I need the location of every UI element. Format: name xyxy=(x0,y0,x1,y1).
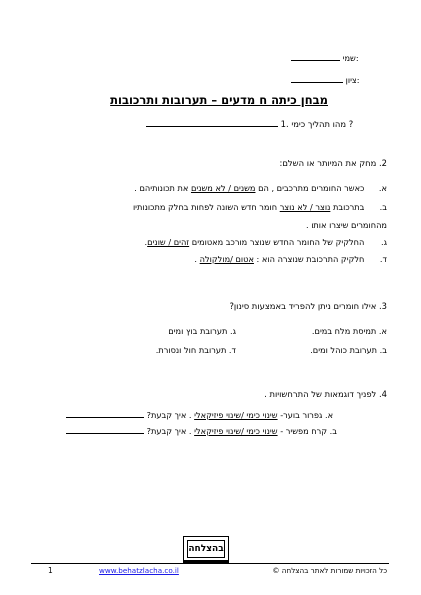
question-2-text: 2. מחק את המיותר או השלם: xyxy=(279,158,387,168)
footer-page-number: 1 xyxy=(48,566,53,575)
question-2-item-a: א. כאשר החומרים מתרכבים , הם משנים / לא משנים את תכונותיהם . xyxy=(134,183,387,193)
grade-field-line[interactable] xyxy=(291,74,343,83)
item-letter: ג. xyxy=(381,237,387,247)
choice-options[interactable]: נוצר / לא נוצר xyxy=(279,202,331,212)
grade-label: ציון: xyxy=(345,75,360,85)
name-label: שמי: xyxy=(342,53,359,63)
choice-options[interactable]: אטום /מולקולה xyxy=(199,254,254,264)
question-2-item-b-continued: מהחומרים שיצרו אותו . xyxy=(305,220,387,230)
question-2-item-b: ב. בתרכובת נוצר / לא נוצר חומר חדש השונה לפחות בחלק מתכונותיו xyxy=(132,202,387,212)
question-4-b-answer-line[interactable] xyxy=(66,425,144,434)
footer-copyright: כל הזכויות שמורות לאתר בהצלחה © xyxy=(272,566,387,575)
question-3-option-c: ג. תערובת בוץ ומים xyxy=(168,326,236,336)
question-4-a-answer-line[interactable] xyxy=(66,409,144,418)
footer-divider xyxy=(31,563,389,564)
choice-options[interactable]: שינוי כימי /שינוי פיזיקאלי xyxy=(194,426,278,436)
question-3-option-a: א. תמיסת מלח במים. xyxy=(311,326,387,336)
question-4-text: 4. לפניך דוגמאות של התרחשויות . xyxy=(264,389,387,399)
logo-text: בהצלחה xyxy=(187,540,225,558)
question-1-answer-line[interactable] xyxy=(146,118,278,127)
behatzlacha-logo xyxy=(183,536,229,564)
grade-field-row xyxy=(291,74,386,85)
name-field-row xyxy=(291,52,386,63)
choice-options[interactable]: זהים / שונים xyxy=(147,237,190,247)
question-2-item-c: ג. החלקיק של החומר החדש שנוצר מורכב מאטומים זהים / שונים. xyxy=(144,237,387,247)
choice-options[interactable]: משנים / לא משנים xyxy=(190,183,256,193)
question-3-option-d: ד. תערובת חול ונסורת. xyxy=(155,345,236,355)
item-letter: ב. xyxy=(379,202,387,212)
item-letter: ד. xyxy=(379,254,387,264)
question-4-item-a: א. גפרור בוער- שינוי כימי /שינוי פיזיקאלי . איך קבעת? xyxy=(66,409,386,420)
question-2-item-d: ד. חלקיק התרכובת שנוצרה הוא : אטום /מולקולה . xyxy=(194,254,387,264)
footer-url-link[interactable]: www.behatzlacha.co.il xyxy=(99,566,179,575)
question-4-item-b: ב. קרח מפשיר - שינוי כימי /שינוי פיזיקאלי . איך קבעת? xyxy=(66,425,386,436)
question-3-text: 3. אילו חומרים ניתן להפריד באמצעות סינון? xyxy=(229,301,387,311)
item-letter: א. xyxy=(378,183,387,193)
choice-options[interactable]: שינוי כימי /שינוי פיזיקאלי xyxy=(194,410,278,420)
page-title: מבחן כיתה ח מדעים – תערובות ותרכובות xyxy=(110,93,328,107)
question-1-row xyxy=(146,118,386,129)
name-field-line[interactable] xyxy=(291,52,340,61)
question-3-option-b: ב. תערובת כוהל ומים. xyxy=(310,345,387,355)
question-1-text: 1. מהו תהליך כימי ? xyxy=(280,119,354,129)
